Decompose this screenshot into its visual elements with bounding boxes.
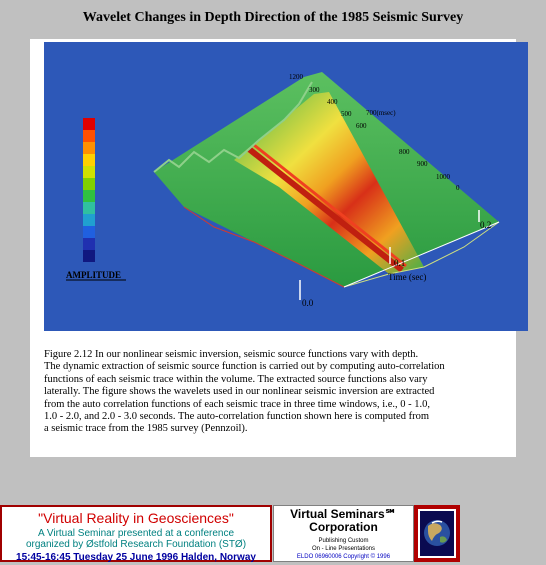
depth-tick-0: 0 [456, 184, 460, 192]
corporation-banner[interactable] [273, 505, 414, 562]
seminar-banner[interactable] [0, 505, 272, 562]
depth-tick-1000: 1000 [436, 173, 450, 181]
corp-name-line-1: Virtual Seminars℠ [290, 507, 397, 521]
page-title: Wavelet Changes in Depth Direction of the 1985 Seismic Survey [82, 10, 464, 25]
depth-tick-400: 400 [327, 98, 338, 106]
caption-line: functions of each seismic trace within the volume. The extracted source functions also vary [44, 373, 428, 385]
amplitude-label: AMPLITUDE [66, 270, 122, 280]
depth-tick-500: 500 [341, 110, 352, 118]
t1-label: 0.1 [394, 258, 406, 268]
corp-copyright: ELDO 06960006 Copyright © 1996 [296, 554, 391, 560]
wavelet-surface-image [44, 42, 528, 331]
figure-caption [44, 349, 514, 436]
seminar-date: 15:45-16:45 Tuesday 25 June 1996 Halden, Norway [16, 552, 256, 563]
time-axis-label: Time (sec) [388, 272, 427, 282]
amplitude-colorbar [83, 118, 95, 262]
seminar-line-2: organized by Østfold Research Foundation (STØ) [25, 539, 247, 550]
corp-tagline-1: Publishing Custom [318, 538, 369, 544]
caption-line: a seismic trace from the 1985 survey (Pennzoil). [44, 423, 248, 435]
seminar-line-1: A Virtual Seminar presented at a conference [37, 528, 235, 539]
corp-name-line-2: Corporation [309, 520, 378, 534]
depth-tick-900: 900 [417, 160, 428, 168]
t0-label: 0.0 [302, 298, 314, 308]
caption-line: laterally. The figure shows the wavelets used in our nonlinear seismic inversion are extracted [44, 386, 435, 398]
caption-line: 1.0 - 2.0, and 2.0 - 3.0 seconds. The auto-correlation function shown here is computed from [44, 411, 430, 423]
depth-tick-300: 300 [309, 86, 320, 94]
seminar-title: "Virtual Reality in Geosciences" [38, 510, 234, 526]
corp-tagline-2: On - Line Presentations [311, 546, 376, 552]
caption-line: from the auto correlation functions of each seismic trace in three time windows, i.e., 0 - 1.0, [44, 398, 431, 410]
caption-line: Figure 2.12 In our nonlinear seismic inversion, seismic source functions vary with depth. [44, 349, 419, 360]
globe-icon [418, 509, 456, 558]
depth-tick-1200: 1200 [289, 73, 303, 81]
t2-label: 0.2 [480, 220, 492, 230]
depth-tick-700: 700(msec) [366, 109, 396, 117]
figure-panel [30, 39, 516, 457]
caption-line: The dynamic extraction of seismic source function is carried out by computing auto-correlation [44, 361, 445, 373]
depth-tick-800: 800 [399, 148, 410, 156]
globe-logo[interactable] [414, 505, 460, 562]
depth-tick-600: 600 [356, 122, 367, 130]
